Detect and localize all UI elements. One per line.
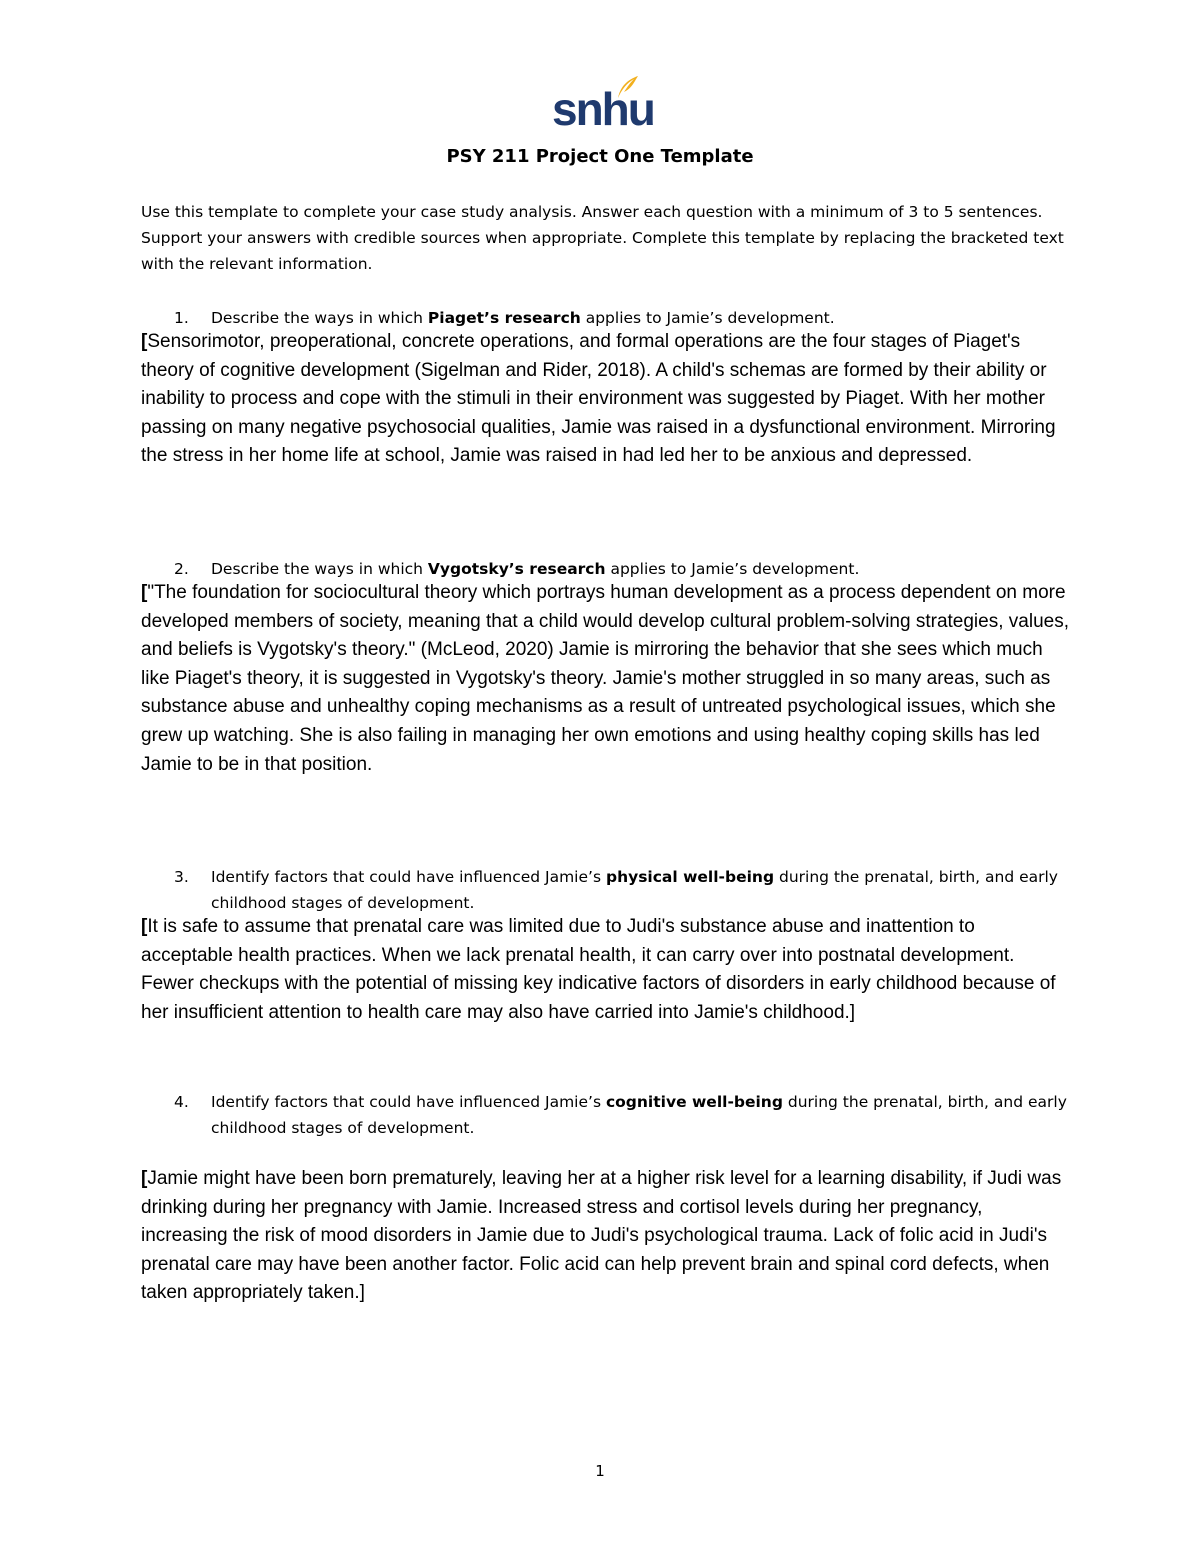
page-number: 1 [595,1462,605,1480]
answer-3 [141,913,1071,1027]
answer-bracket: [ [141,1168,148,1189]
answer-4 [141,1165,1071,1308]
answer-text: It is safe to assume that prenatal care was limited due to Judi's substance abuse and inattention to acceptable health practices. When we lack prenatal health, it can carry over into postnatal development. Fewer checkups with the potential of missing key indicative factors of disorders in early childhood because of her insufficient attention to health care may also have carried into Jamie's childhood.] [141,916,1056,1023]
question-number: 4. [174,1093,189,1111]
answer-text: "The foundation for sociocultural theory which portrays human development as a process dependent on more developed members of society, meaning that a child would develop cultural problem-solving strategies, values, and beliefs is Vygotsky's theory." (McLeod, 2020) Jamie is mirroring the behavior that she sees which much like Piaget's theory, it is suggested in Vygotsky's theory. Jamie's mother struggled in so many areas, such as substance abuse and unhealthy coping mechanisms as a result of untreated psychological issues, which she grew up watching. She is also failing in managing her own emotions and using healthy coping skills has led Jamie to be in that position. [141,582,1069,775]
logo-wordmark: snhu [552,83,654,135]
question-text: Identify factors that could have influenced Jamie’s [211,868,606,886]
question-number: 1. [174,309,189,327]
question-keyword: cognitive well-being [605,1093,783,1111]
question-keyword: Piaget’s research [427,309,581,327]
intro-paragraph: Use this template to complete your case study analysis. Answer each question with a minimum of 3 to 5 sentences. Support your answers with credible sources when appropriate. Complete this template by replacing the bracketed text with the relevant information. [141,203,1064,273]
answer-1 [141,328,1071,471]
question-keyword: Vygotsky’s research [427,560,606,578]
document-title: PSY 211 Project One Template [446,146,754,167]
answer-2 [141,579,1071,779]
question-keyword: physical well-being [605,868,775,886]
answer-bracket: [ [141,331,148,352]
question-text: Describe the ways in which [211,309,428,327]
question-text: during the prenatal, birth, and early childhood stages of development. [211,868,1058,912]
question-text: applies to Jamie’s development. [580,309,835,327]
question-3 [174,864,1074,916]
question-number: 3. [174,868,189,886]
flame-icon [616,74,640,100]
answer-bracket: [ [141,916,148,937]
snhu-logo [552,74,654,135]
answer-text: Sensorimotor, preoperational, concrete operations, and formal operations are the four stages of Piaget's theory of cognitive development (Sigelman and Rider, 2018). A child's schemas are formed by their ability or inability to process and cope with the stimuli in their environment was suggested by Piaget. With her mother passing on many negative psychosocial qualities, Jamie was raised in a dysfunctional environment. Mirroring the stress in her home life at school, Jamie was raised in had led her to be anxious and depressed. [141,331,1056,467]
question-text: Identify factors that could have influenced Jamie’s [211,1093,606,1111]
answer-text: Jamie might have been born prematurely, leaving her at a higher risk level for a learning disability, if Judi was drinking during her pregnancy with Jamie. Increased stress and cortisol levels during her pregnancy, increasing the risk of mood disorders in Jamie due to Judi's psychological trauma. Lack of folic acid in Judi's prenatal care may have been another factor. Folic acid can help prevent brain and spinal cord defects, when taken appropriately taken.] [141,1168,1062,1304]
question-4 [174,1089,1074,1141]
question-text: applies to Jamie’s development. [605,560,860,578]
question-text: Describe the ways in which [211,560,428,578]
answer-bracket: [ [141,582,148,603]
question-text: during the prenatal, birth, and early childhood stages of development. [211,1093,1067,1137]
question-number: 2. [174,560,189,578]
